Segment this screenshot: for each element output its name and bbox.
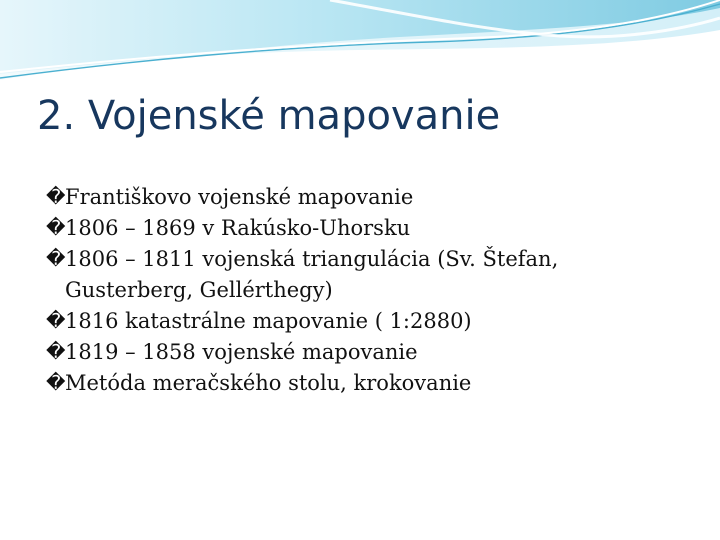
list-item: [46, 306, 686, 337]
bullet-marker-icon: �: [46, 341, 66, 363]
bullet-marker-icon: �: [46, 310, 66, 332]
bullet-marker-icon: �: [46, 248, 66, 270]
list-item: [46, 244, 686, 306]
bullet-text: 1819 – 1858 vojenské mapovanie: [65, 340, 418, 364]
bullet-list: [46, 182, 686, 399]
bullet-text: Františkovo vojenské mapovanie: [65, 185, 414, 209]
list-item: [46, 368, 686, 399]
list-item: [46, 213, 686, 244]
bullet-marker-icon: �: [46, 217, 66, 239]
list-item: [46, 182, 686, 213]
bullet-text: 1816 katastrálne mapovanie ( 1:2880): [65, 309, 472, 333]
bullet-text: 1806 – 1869 v Rakúsko-Uhorsku: [65, 216, 411, 240]
bullet-text: 1806 – 1811 vojenská triangulácia (Sv. Štefan, Gusterberg, Gellérthegy): [65, 247, 559, 302]
slide-title: 2. Vojenské mapovanie: [37, 93, 501, 139]
list-item: [46, 337, 686, 368]
bullet-text: Metóda meračského stolu, krokovanie: [65, 371, 472, 395]
bullet-marker-icon: �: [46, 372, 66, 394]
bullet-marker-icon: �: [46, 186, 66, 208]
header-wave-decoration: [0, 0, 720, 90]
